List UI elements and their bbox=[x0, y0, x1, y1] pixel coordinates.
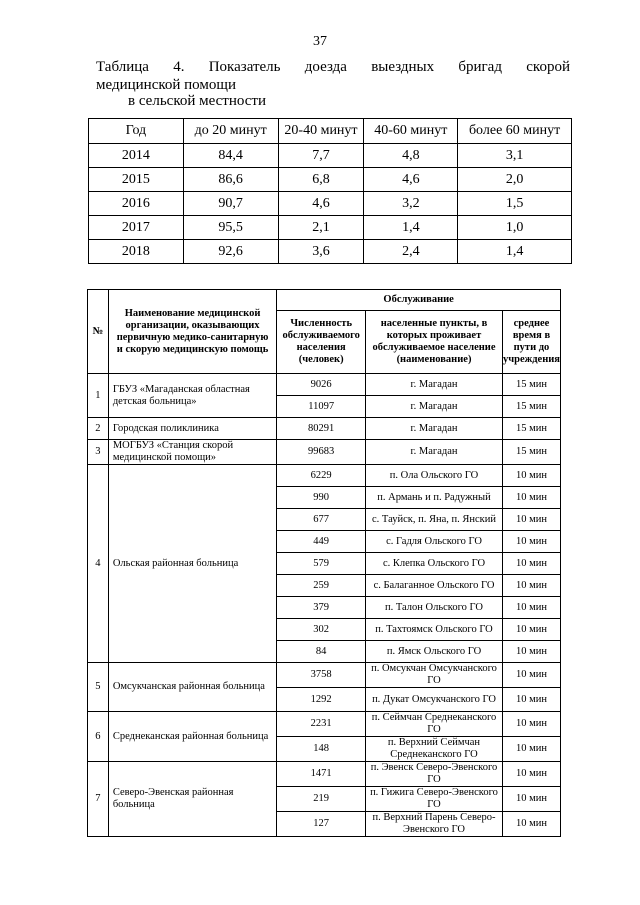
header-year: Год bbox=[89, 119, 184, 144]
travel-time-cell: 15 мин bbox=[502, 418, 560, 440]
travel-time-cell: 10 мин bbox=[502, 597, 560, 619]
travel-time-cell: 10 мин bbox=[502, 641, 560, 663]
settlement-cell: п. Ямск Ольского ГО bbox=[366, 641, 503, 663]
settlement-cell: п. Верхний Сеймчан Среднеканского ГО bbox=[366, 737, 503, 762]
population-cell: 11097 bbox=[277, 396, 366, 418]
settlement-cell: п. Дукат Омсукчанского ГО bbox=[366, 688, 503, 712]
caption-word: 4. bbox=[173, 59, 185, 75]
settlement-cell: п. Сеймчан Среднеканского ГО bbox=[366, 712, 503, 737]
value-cell: 95,5 bbox=[183, 216, 278, 240]
population-cell: 579 bbox=[277, 553, 366, 575]
value-cell: 6,8 bbox=[278, 168, 364, 192]
org-number: 2 bbox=[88, 418, 109, 440]
org-number: 6 bbox=[88, 712, 109, 762]
settlement-cell: г. Магадан bbox=[366, 418, 503, 440]
value-cell: 1,0 bbox=[458, 216, 572, 240]
travel-time-cell: 10 мин bbox=[502, 553, 560, 575]
settlement-cell: с. Клепка Ольского ГО bbox=[366, 553, 503, 575]
organizations-table bbox=[87, 289, 561, 837]
travel-time-cell: 15 мин bbox=[502, 396, 560, 418]
header-org: Наименование медицинской организации, оказывающих первичную медико-санитарную и скорую медицинскую помощь bbox=[108, 290, 276, 374]
settlement-cell: г. Магадан bbox=[366, 440, 503, 465]
settlement-cell: п. Тахтоямск Ольского ГО bbox=[366, 619, 503, 641]
value-cell: 4,6 bbox=[278, 192, 364, 216]
value-cell: 4,6 bbox=[364, 168, 458, 192]
population-cell: 1471 bbox=[277, 762, 366, 787]
travel-time-cell: 10 мин bbox=[502, 737, 560, 762]
travel-time-cell: 10 мин bbox=[502, 487, 560, 509]
value-cell: 1,4 bbox=[364, 216, 458, 240]
settlement-cell: п. Талон Ольского ГО bbox=[366, 597, 503, 619]
value-cell: 3,2 bbox=[364, 192, 458, 216]
header-over-60: более 60 минут bbox=[458, 119, 572, 144]
table-row bbox=[88, 418, 561, 440]
population-cell: 127 bbox=[277, 812, 366, 837]
settlement-cell: п. Армань и п. Радужный bbox=[366, 487, 503, 509]
table-row bbox=[88, 440, 561, 465]
header-under-20: до 20 минут bbox=[183, 119, 278, 144]
value-cell: 86,6 bbox=[183, 168, 278, 192]
table-row bbox=[88, 762, 561, 787]
table-caption-line3: в сельской местности bbox=[128, 93, 266, 109]
value-cell: 1,5 bbox=[458, 192, 572, 216]
table-row bbox=[88, 465, 561, 487]
table-row bbox=[89, 168, 572, 192]
population-cell: 302 bbox=[277, 619, 366, 641]
org-name: МОГБУЗ «Станция скорой медицинской помощи» bbox=[108, 440, 276, 465]
org-name: Городская поликлиника bbox=[108, 418, 276, 440]
org-number: 7 bbox=[88, 762, 109, 837]
header-time: среднее время в пути до учреждения bbox=[502, 311, 560, 374]
travel-time-cell: 10 мин bbox=[502, 812, 560, 837]
population-cell: 3758 bbox=[277, 663, 366, 688]
org-number: 1 bbox=[88, 374, 109, 418]
table-row bbox=[88, 374, 561, 396]
table-header-row bbox=[89, 119, 572, 144]
header-40-60: 40-60 минут bbox=[364, 119, 458, 144]
travel-time-cell: 10 мин bbox=[502, 509, 560, 531]
settlement-cell: г. Магадан bbox=[366, 374, 503, 396]
header-service: Обслуживание bbox=[277, 290, 561, 311]
travel-time-cell: 15 мин bbox=[502, 440, 560, 465]
settlement-cell: п. Верхний Парень Северо-Эвенского ГО bbox=[366, 812, 503, 837]
caption-word: доезда bbox=[304, 59, 347, 75]
table-row bbox=[89, 240, 572, 264]
table-row bbox=[88, 712, 561, 737]
value-cell: 4,8 bbox=[364, 144, 458, 168]
value-cell: 3,6 bbox=[278, 240, 364, 264]
header-settlements: населенные пункты, в которых проживает обслуживаемое население (наименование) bbox=[366, 311, 503, 374]
org-number: 5 bbox=[88, 663, 109, 712]
population-cell: 1292 bbox=[277, 688, 366, 712]
org-name: Среднеканская районная больница bbox=[108, 712, 276, 762]
travel-time-cell: 15 мин bbox=[502, 374, 560, 396]
org-name: Омсукчанская районная больница bbox=[108, 663, 276, 712]
settlement-cell: п. Эвенск Северо-Эвенского ГО bbox=[366, 762, 503, 787]
travel-time-cell: 10 мин bbox=[502, 619, 560, 641]
population-cell: 219 bbox=[277, 787, 366, 812]
org-number: 3 bbox=[88, 440, 109, 465]
population-cell: 449 bbox=[277, 531, 366, 553]
value-cell: 2,1 bbox=[278, 216, 364, 240]
header-20-40: 20-40 минут bbox=[278, 119, 364, 144]
year-cell: 2016 bbox=[89, 192, 184, 216]
value-cell: 7,7 bbox=[278, 144, 364, 168]
population-cell: 2231 bbox=[277, 712, 366, 737]
travel-time-cell: 10 мин bbox=[502, 575, 560, 597]
value-cell: 84,4 bbox=[183, 144, 278, 168]
population-cell: 379 bbox=[277, 597, 366, 619]
settlement-cell: с. Балаганное Ольского ГО bbox=[366, 575, 503, 597]
population-cell: 148 bbox=[277, 737, 366, 762]
header-population: Численность обслуживаемого населения (человек) bbox=[277, 311, 366, 374]
settlement-cell: п. Гижига Северо-Эвенского ГО bbox=[366, 787, 503, 812]
year-cell: 2017 bbox=[89, 216, 184, 240]
travel-time-cell: 10 мин bbox=[502, 787, 560, 812]
travel-time-cell: 10 мин bbox=[502, 762, 560, 787]
table-row bbox=[88, 663, 561, 688]
table-row bbox=[89, 192, 572, 216]
travel-time-cell: 10 мин bbox=[502, 712, 560, 737]
value-cell: 90,7 bbox=[183, 192, 278, 216]
value-cell: 2,0 bbox=[458, 168, 572, 192]
caption-word: скорой bbox=[526, 59, 570, 75]
table-header-row bbox=[88, 290, 561, 311]
page-number: 37 bbox=[313, 34, 327, 49]
population-cell: 84 bbox=[277, 641, 366, 663]
year-cell: 2015 bbox=[89, 168, 184, 192]
org-number: 4 bbox=[88, 465, 109, 663]
table-caption-line2: медицинской помощи bbox=[96, 77, 236, 93]
caption-word: Таблица bbox=[96, 59, 149, 75]
caption-word: Показатель bbox=[208, 59, 281, 75]
year-cell: 2014 bbox=[89, 144, 184, 168]
travel-time-cell: 10 мин bbox=[502, 688, 560, 712]
settlement-cell: г. Магадан bbox=[366, 396, 503, 418]
table-caption-line1 bbox=[96, 58, 570, 76]
table-row bbox=[89, 216, 572, 240]
org-name: Северо-Эвенская районная больница bbox=[108, 762, 276, 837]
population-cell: 990 bbox=[277, 487, 366, 509]
header-num: № bbox=[88, 290, 109, 374]
value-cell: 92,6 bbox=[183, 240, 278, 264]
value-cell: 2,4 bbox=[364, 240, 458, 264]
population-cell: 9026 bbox=[277, 374, 366, 396]
arrival-time-table bbox=[88, 118, 572, 264]
table-row bbox=[89, 144, 572, 168]
year-cell: 2018 bbox=[89, 240, 184, 264]
travel-time-cell: 10 мин bbox=[502, 531, 560, 553]
population-cell: 99683 bbox=[277, 440, 366, 465]
org-name: Ольская районная больница bbox=[108, 465, 276, 663]
value-cell: 1,4 bbox=[458, 240, 572, 264]
settlement-cell: п. Ола Ольского ГО bbox=[366, 465, 503, 487]
travel-time-cell: 10 мин bbox=[502, 465, 560, 487]
caption-word: бригад bbox=[458, 59, 502, 75]
settlement-cell: п. Омсукчан Омсукчанского ГО bbox=[366, 663, 503, 688]
travel-time-cell: 10 мин bbox=[502, 663, 560, 688]
value-cell: 3,1 bbox=[458, 144, 572, 168]
population-cell: 6229 bbox=[277, 465, 366, 487]
population-cell: 80291 bbox=[277, 418, 366, 440]
caption-word: выездных bbox=[371, 59, 435, 75]
population-cell: 259 bbox=[277, 575, 366, 597]
settlement-cell: с. Гадля Ольского ГО bbox=[366, 531, 503, 553]
population-cell: 677 bbox=[277, 509, 366, 531]
settlement-cell: с. Тауйск, п. Яна, п. Янский bbox=[366, 509, 503, 531]
org-name: ГБУЗ «Магаданская областная детская больница» bbox=[108, 374, 276, 418]
